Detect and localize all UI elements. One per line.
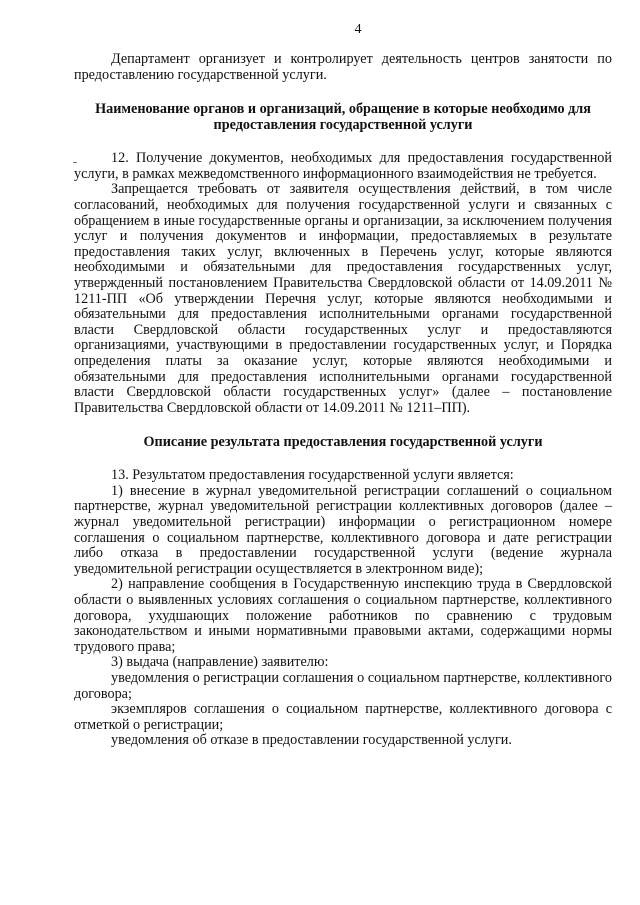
scan-mark [73,162,77,163]
list-item-1: 1) внесение в журнал уведомительной регистрации соглашений о социальном партнерстве, журнал уведомительной регистрации коллективных договоров (далее – журнал уведомительной регистрации) информации о регистрационном номере соглашения о социальном партнерстве, коллективного договора и дате регистрации либо отказа в предоставлении государственной услуги (ведение журнала уведомительной регистрации осуществляется в электронном виде); [74,482,612,577]
page-number: 4 [354,22,362,37]
intro-paragraph: Департамент организует и контролирует деятельность центров занятости по предоставлению государственной услуги. [74,51,612,83]
paragraph-13: 13. Результатом предоставления государственной услуги является: [111,467,514,484]
sub-item-notification: уведомления о регистрации соглашения о социальном партнерстве, коллективного договора; [74,670,612,702]
paragraph-prohibition: Запрещается требовать от заявителя осуществления действий, в том числе согласований, необходимых для получения государственной услуги и связанных с обращением в иные государственные органы и организации, за исключением получения услуг и получения документов и информации, предоставляемых в результате предоставления таких услуг, включенных в Перечень услуг, которые являются необходимыми и обязательными для предоставления государственных услуг, утвержденный постановлением Правительства Свердловской области от 14.09.2011 № 1211-ПП «Об утверждении Перечня услуг, которые являются необходимыми и обязательными для предоставления исполнительными органами государственной власти Свердловской области государственных услуг и предоставляются организациями, участвующими в предоставлении государственных услуг, и Порядка определения платы за оказание услуг, которые являются необходимыми и обязательными для предоставления исполнительными органами государственной власти Свердловской области государственных услуг» (далее – постановление Правительства Свердловской области от 14.09.2011 № 1211–ПП). [74,181,612,416]
list-item-3: 3) выдача (направление) заявителю: [111,654,329,671]
paragraph-12: 12. Получение документов, необходимых для предоставления государственной услуги, в рамках межведомственного информационного взаимодействия не требуется. [74,150,612,182]
sub-item-refusal: уведомления об отказе в предоставлении государственной услуги. [111,732,512,749]
section-heading-bodies: Наименование органов и организаций, обращение в которые необходимо для предоставления государственной услуги [95,101,591,134]
list-item-2: 2) направление сообщения в Государственную инспекцию труда в Свердловской области о выявленных условиях соглашения о социальном партнерстве, коллективного договора, ухудшающих положение работников по сравнению с трудовым законодательством и иными нормативными правовыми актами, содержащими нормы трудового права; [74,576,612,655]
section-heading-result: Описание результата предоставления государственной услуги [143,434,543,451]
sub-item-copies: экземпляров соглашения о социальном партнерстве, коллективного договора с отметкой о регистрации; [74,701,612,733]
